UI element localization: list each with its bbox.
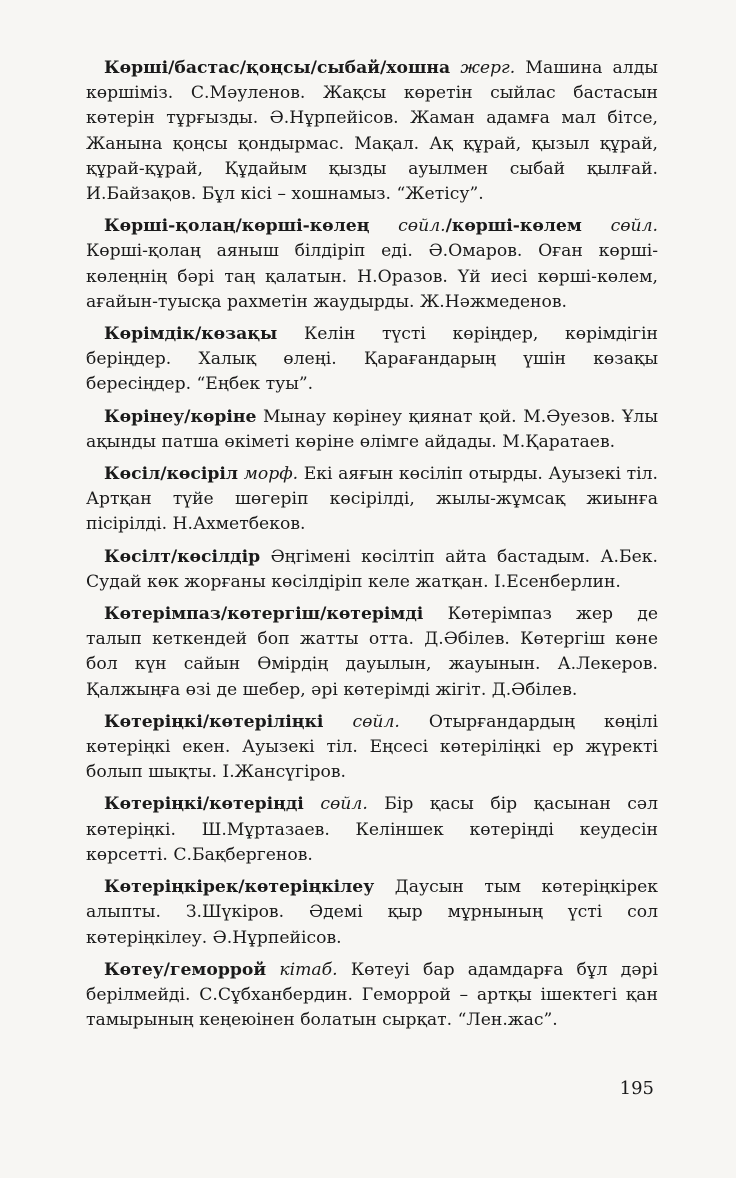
- entry-text: Бір қасы бір қасынан сәл көтеріңкі. Ш.Мұртазаев. Келіншек көтеріңді кеудесін көрсетті. С.Бақбергенов.: [86, 794, 658, 865]
- entry-label: морф.: [243, 464, 299, 485]
- entry-label: кітаб.: [279, 959, 338, 980]
- entry-text: Даусын тым көтеріңкірек алыпты. З.Шүкіров. Әдемі қыр мұрнының үсті сол көтеріңкілеу. Ә.Нұрпейісов.: [86, 877, 658, 948]
- dictionary-entry: [86, 214, 658, 315]
- entry-headword: Көтерімпаз/көтергіш/көтерімді: [104, 604, 424, 625]
- dictionary-entry: [86, 462, 658, 538]
- dictionary-entry: [86, 545, 658, 595]
- entry-text: Әңгімені көсілтіп айта бастадым. А.Бек. Судай көк жорғаны көсілдіріп келе жатқан. І.Есенберлин.: [86, 546, 658, 592]
- entry-headword: Көрші/бастас/қоңсы/сыбай/хошна: [104, 58, 451, 78]
- dictionary-page: [86, 56, 658, 1040]
- entry-headword: Көрінеу/көріне: [104, 406, 257, 427]
- entry-label-variant: сөйл.: [610, 216, 659, 237]
- entry-text: Мынау көрінеу қиянат қой. М.Әуезов. Ұлы ақынды патша өкіметі көріне өлімге айдады. М.Қаратаев.: [86, 406, 658, 452]
- entry-headword: Көсіл/көсіріл: [104, 464, 239, 485]
- dictionary-entry: [86, 710, 658, 786]
- entry-headword-variant: /көрші-көлем: [445, 216, 582, 237]
- dictionary-entry: [86, 958, 658, 1034]
- entry-text: Көтеуі бар адамдарға бұл дәрі берілмейді. С.Сұбханбердин. Геморрой – артқы ішектегі қан тамырының кеңеюінен болатын сырқат. “Лен.жас”.: [86, 959, 658, 1031]
- entry-text: Машина алды көршіміз. С.Мәуленов. Жақсы көретін сыйлас бастасын көтерін тұрғызды. Ә.Нұрпейісов. Жаман адамға мал бітсе, Жанына қоңсы қондырмас. Мақал. Ақ құрай, қызыл құрай, құрай-құрай, Құдайым қызды ауылмен сыбай қылғай. И.Байзақов. Бұл кісі – хошнамыз. “Жетісу”.: [86, 58, 658, 205]
- dictionary-entry: [86, 322, 658, 398]
- entry-label: жерг.: [460, 58, 516, 78]
- dictionary-entry: [86, 602, 658, 703]
- entry-headword: Көтеріңкірек/көтеріңкілеу: [104, 877, 375, 898]
- entry-headword: Көрімдік/көзақы: [104, 324, 278, 345]
- entry-text: Келін түсті көріңдер, көрімдігін беріңдер. Халық өлеңі. Қарағандарың үшін көзақы бересіңдер. “Еңбек туы”.: [86, 324, 658, 395]
- entry-text: Екі аяғын көсіліп отырды. Ауызекі тіл. Артқан түйе шөгеріп көсірілді, жылы-жұмсақ жиынға пісірілді. Н.Ахметбеков.: [86, 464, 659, 535]
- dictionary-entry: [86, 56, 658, 207]
- entry-headword: Көсілт/көсілдір: [104, 546, 261, 567]
- entry-headword: Көтеу/геморрой: [104, 959, 267, 980]
- page-number: 195: [619, 1078, 654, 1099]
- dictionary-entry: [86, 405, 658, 455]
- entry-label: сөйл.: [320, 794, 368, 815]
- entry-headword: Көтеріңкі/көтеріліңкі: [104, 711, 324, 732]
- entry-headword: Көтеріңкі/көтеріңді: [104, 794, 304, 815]
- entry-headword: Көрші-қолаң/көрші-көлең: [104, 216, 370, 237]
- entry-text: Көтерімпаз жер де талып кеткендей боп жатты отта. Д.Әбілев. Көтергіш көне бол күн сайын Өмірдің дауылын, жауынын. А.Лекеров. Қалжыңға өзі де шебер, әрі көтерімді жігіт. Д.Әбілев.: [86, 604, 658, 700]
- entry-text: Көрші-қолаң аяныш білдіріп еді. Ә.Омаров. Оған көрші-көлеңнің бәрі таң қалатын. Н.Оразов. Үй иесі көрші-көлем, ағайын-туысқа рахметін жаудырды. Ж.Нәжмеденов.: [86, 241, 658, 312]
- dictionary-entry: [86, 875, 658, 951]
- entry-label: сөйл.: [352, 711, 400, 732]
- entry-text: Отырғандардың көңілі көтеріңкі екен. Ауызекі тіл. Еңсесі көтеріліңкі ер жүректі болып шықты. І.Жансүгіров.: [86, 711, 658, 783]
- dictionary-entry: [86, 792, 658, 868]
- entry-label: сөйл.: [398, 216, 446, 237]
